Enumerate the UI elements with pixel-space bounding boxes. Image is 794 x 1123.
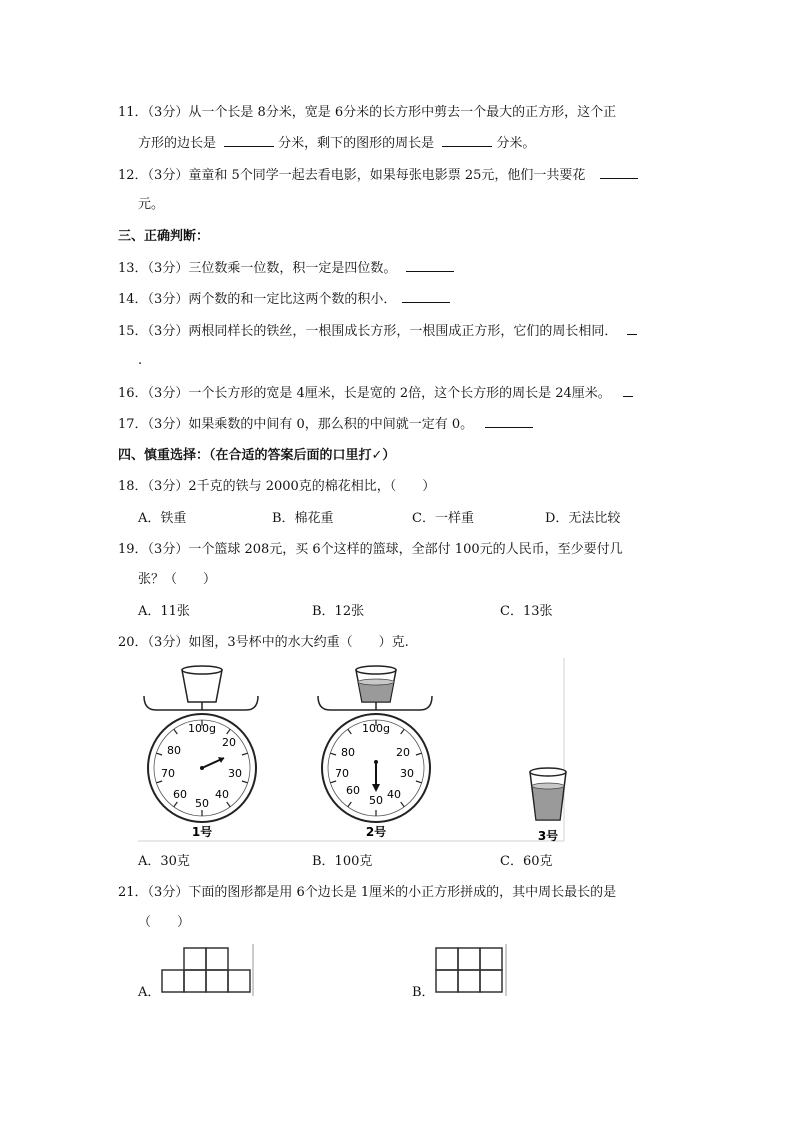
- q18-option-c[interactable]: C．一样重: [412, 511, 474, 526]
- q21-option-a[interactable]: A．: [138, 985, 161, 1000]
- q12-line1: [118, 166, 638, 185]
- scale1-label-100g: 100g: [188, 722, 216, 735]
- scale-2: [318, 666, 432, 839]
- scale1-label-20: 20: [222, 736, 236, 749]
- q19-option-c[interactable]: C．13张: [500, 604, 553, 619]
- q12-text: 12．（3分）童童和 5个同学一起去看电影，如果每张电影票 25元，他们一共要花: [118, 168, 586, 183]
- q18-option-d[interactable]: D．无法比较: [545, 511, 621, 526]
- q11-text-a: 方形的边长是: [138, 136, 217, 151]
- q21-line2: （ ）: [138, 915, 191, 930]
- scale2-label-50: 50: [369, 794, 383, 807]
- q15-line1: [118, 322, 637, 341]
- cup-3: [530, 768, 566, 843]
- q20-option-b[interactable]: B．100克: [312, 854, 373, 869]
- q11-text-b: 分米，剩下的图形的周长是: [278, 136, 435, 151]
- q11-line2: [138, 134, 535, 153]
- q17: [118, 415, 533, 434]
- q18-option-a[interactable]: A．铁重: [138, 511, 187, 526]
- q15-text: 15．（3分）两根同样长的铁丝，一根围成长方形，一根围成正方形，它们的周长相同．: [118, 324, 618, 339]
- q13-blank[interactable]: [406, 259, 454, 272]
- q11-blank-1[interactable]: [224, 134, 274, 147]
- q12-blank[interactable]: [600, 166, 638, 179]
- cup3-label: 3号: [537, 829, 559, 843]
- q19-line2: 张？（ ）: [138, 572, 217, 587]
- scales-figure: [138, 658, 570, 848]
- scale1-label-70: 70: [161, 767, 175, 780]
- q16-text: 16．（3分）一个长方形的宽是 4厘米，长是宽的 2倍，这个长方形的周长是 24厘米。: [118, 386, 611, 401]
- q13: [118, 259, 454, 278]
- scale2-label-100g: 100g: [362, 722, 390, 735]
- q19-line1: 19．（3分）一个篮球 208元，买 6个这样的篮球，全部付 100元的人民币，至少要付几: [118, 542, 623, 557]
- scale2-label-20: 20: [396, 746, 410, 759]
- q15-blank[interactable]: [627, 322, 637, 335]
- scale1-label-80: 80: [167, 744, 181, 757]
- q17-text: 17．（3分）如果乘数的中间有 0，那么积的中间就一定有 0。: [118, 417, 474, 432]
- q21-figure-a: [160, 944, 256, 996]
- scale2-label-70: 70: [335, 767, 349, 780]
- q11-text-c: 分米。: [496, 136, 536, 151]
- q14: [118, 290, 450, 309]
- q19-option-b[interactable]: B．12张: [312, 604, 365, 619]
- q12-line2: 元。: [138, 197, 165, 212]
- scale2-label-40: 40: [387, 788, 401, 801]
- q18-option-b[interactable]: B．棉花重: [272, 511, 334, 526]
- q20-option-c[interactable]: C．60克: [500, 854, 553, 869]
- q21-figure-b: [434, 944, 510, 996]
- q17-blank[interactable]: [485, 415, 533, 428]
- scale2-label-60: 60: [346, 784, 360, 797]
- scale1-label-50: 50: [195, 797, 209, 810]
- q19-option-a[interactable]: A．11张: [138, 604, 190, 619]
- q16: [118, 384, 633, 403]
- scale2-label: 2号: [365, 825, 387, 839]
- section-4-title: 四、慎重选择：（在合适的答案后面的口里打✓）: [118, 448, 396, 463]
- scale2-label-80: 80: [341, 746, 355, 759]
- q14-blank[interactable]: [402, 290, 450, 303]
- q16-blank[interactable]: [623, 384, 633, 397]
- q11-blank-2[interactable]: [442, 134, 492, 147]
- scale1-label-60: 60: [173, 788, 187, 801]
- q21-line1: 21．（3分）下面的图形都是用 6个边长是 1厘米的小正方形拼成的，其中周长最长的是: [118, 885, 617, 900]
- q13-text: 13．（3分）三位数乘一位数，积一定是四位数。: [118, 261, 397, 276]
- q20-text: 20．（3分）如图，3号杯中的水大约重（ ）克.: [118, 635, 409, 650]
- section-3-title: 三、正确判断：: [118, 229, 210, 244]
- q11-line1: 11．（3分）从一个长是 8分米，宽是 6分米的长方形中剪去一个最大的正方形，这个正: [118, 105, 617, 120]
- q14-text: 14．（3分）两个数的和一定比这两个数的积小．: [118, 292, 397, 307]
- q20-option-a[interactable]: A．30克: [138, 854, 190, 869]
- q21-option-b[interactable]: B．: [412, 985, 435, 1000]
- scale1-label-40: 40: [215, 788, 229, 801]
- scale1-label-30: 30: [228, 767, 242, 780]
- scale-1: [144, 666, 258, 839]
- q15-line2: .: [138, 353, 143, 368]
- scale1-label: 1号: [191, 825, 213, 839]
- scale2-label-30: 30: [400, 767, 414, 780]
- q18-text: 18．（3分）2千克的铁与 2000克的棉花相比，（ ）: [118, 479, 436, 494]
